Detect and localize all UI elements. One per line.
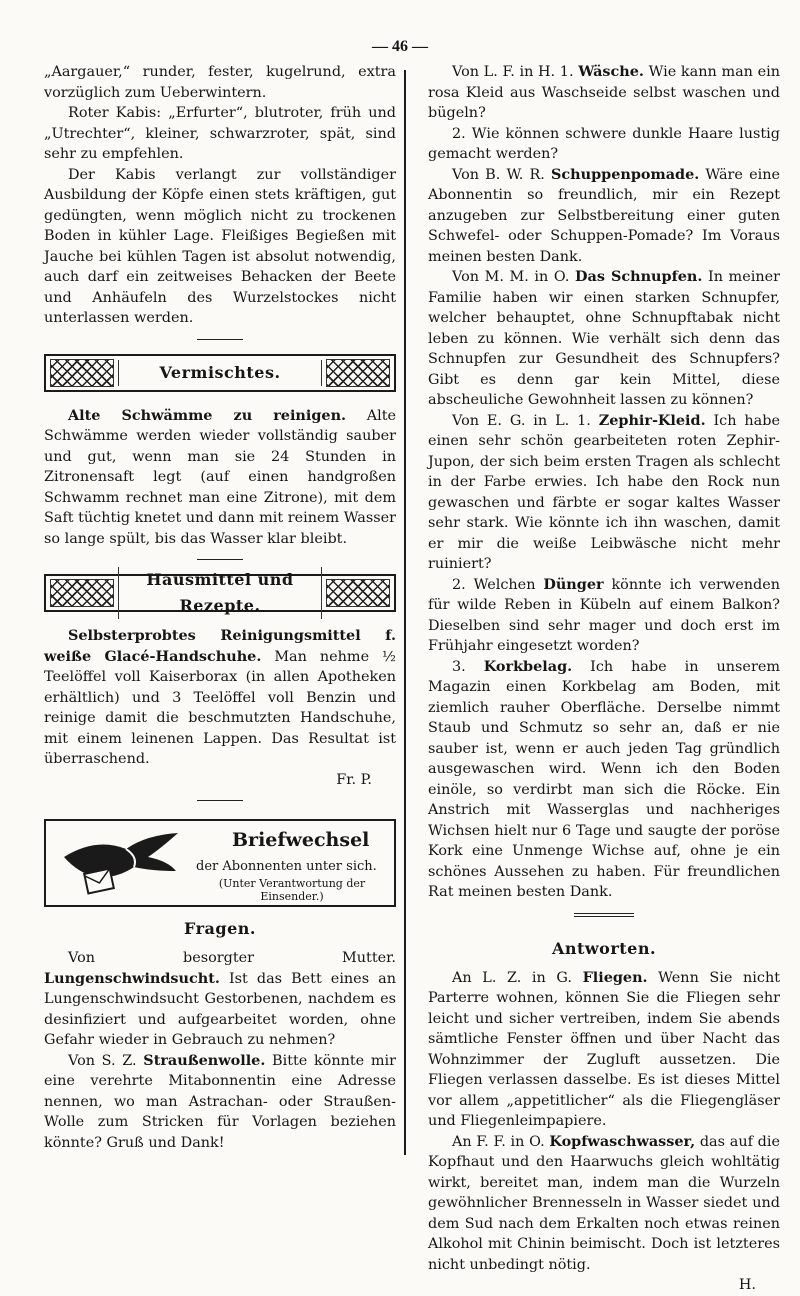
- question-lead: Von L. F. in H. 1.: [452, 64, 579, 80]
- answer-head: Fliegen.: [582, 968, 648, 986]
- answer-lead: An L. Z. in G.: [452, 969, 583, 986]
- question: 2. Wie können schwere dunkle Haare lustig gemacht werden?: [428, 125, 780, 162]
- question-head: Dünger: [543, 575, 604, 593]
- letter-title: Briefwechsel: [232, 829, 370, 851]
- question-lead: 3.: [452, 658, 484, 675]
- question-text: Ich habe einen sehr schön gearbeiteten roten Zephir-Jupon, der sich beim ersten Tragen als schlecht in der Farbe erwies. Ich habe den Rock nun gewaschen und färbte er sogar kaltes Wasser sehr stark. Wie könnte ich ihn waschen, damit er mir die weiße Leibwäsche nicht mehr ruiniert?: [428, 412, 780, 572]
- question: [428, 267, 780, 411]
- question: [428, 657, 780, 903]
- article-head: Selbsterprobtes Reinigungsmittel f. weiße Glacé-Handschuhe.: [44, 627, 396, 665]
- answer-lead: An F. F. in O.: [452, 1133, 550, 1150]
- article-text: Alte Schwämme werden wieder vollständig sauber und gut, wenn man sie 24 Stunden in Zitronensaft legt (auf einen handgroßen Schwamm rechnet man eine Zitrone), mit dem Saft tüchtig knetet und dann mit reinem Wasser so lange spült, bis das Wasser klar bleibt.: [44, 407, 396, 547]
- article: [44, 406, 396, 550]
- question-head: Wäsche.: [578, 63, 644, 80]
- question: [428, 575, 780, 657]
- double-rule: [574, 913, 634, 917]
- short-rule: [197, 559, 243, 560]
- question-lead: Von besorgter Mutter.: [68, 950, 396, 966]
- letter-subtitle: der Abonnenten unter sich.: [196, 859, 377, 874]
- question-text: Bitte könnte mir eine verehrte Mitabonnentin eine Adresse nennen, wo man Astrachan- oder Straußen-Wolle zum Stricken für Vorlagen beziehen könnte? Gruß und Dank!: [44, 1052, 396, 1151]
- answer-text: das auf die Kopfhaut und den Haarwuchs gleich wohltätig wirkt, bereitet man, indem man die Wurzeln gewöhnlicher Brennesseln in Wasser siedet und dem Sud nach dem Erkalten noch etwas reinen Alkohol mit Chinin beimischt. Doch ist letzteres nicht unbedingt nötig.: [428, 1133, 780, 1273]
- article-text: Man nehme ½ Teelöffel voll Kaiserborax (in allen Apotheken erhältlich) und 3 Teelöffel voll Benzin und reinige damit die beschmutzten Handschuhe, mit einem leinenen Lappen. Das Resultat ist überraschend.: [44, 648, 396, 767]
- question: [428, 62, 780, 124]
- article: [44, 626, 396, 770]
- question: [44, 1051, 396, 1154]
- question-text: In meiner Familie haben wir einen starken Schnupfer, welcher behauptet, ohne Schnupftabak nicht leben zu können. Wie verhält sich denn das Schnupfen zur Gesundheit des Schnupfers? Gibt es denn gar kein Mittel, diese abscheuliche Gewohnheit lassen zu können?: [428, 269, 780, 408]
- question-text: Ist das Bett eines an Lungenschwindsucht Gestorbenen, nachdem es desinfiziert und aufgearbeitet worden, ohne Gefahr wieder in Gebrauch zu nehmen?: [44, 970, 396, 1048]
- question-lead: 2. Welchen: [452, 576, 544, 593]
- paragraph: Roter Kabis: „Erfurter“, blutroter, früh und „Utrechter“, kleiner, schwarzroter, spät, sind sehr zu empfehlen.: [44, 105, 396, 162]
- ornament-icon: [326, 579, 390, 607]
- question-head: Das Schnupfen.: [575, 268, 703, 285]
- short-rule: [197, 339, 243, 340]
- question: [428, 165, 780, 268]
- question-text: Wie kann man ein rosa Kleid aus Waschseide selbst waschen und bügeln?: [428, 64, 780, 121]
- ornament-icon: [326, 359, 390, 387]
- section-banner-vermischtes: [44, 354, 396, 392]
- page-number: — 46 —: [372, 38, 428, 55]
- signature: Fr. P.: [336, 771, 372, 788]
- question-text: Wäre eine Abonnentin so freundlich, mir ein Rezept anzugeben zur Selbstbereitung einer guten Schwefel- oder Schuppen-Pomade? Im Voraus meinen besten Dank.: [428, 166, 780, 265]
- question-head: Zephir-Kleid.: [598, 411, 706, 429]
- question-head: Lungenschwindsucht.: [44, 969, 220, 987]
- fragen-heading: Fragen.: [184, 919, 256, 938]
- question-lead: Von E. G. in L. 1.: [452, 412, 599, 429]
- question: [44, 948, 396, 1051]
- question-head: Straußenwolle.: [143, 1051, 266, 1069]
- antworten-heading: Antworten.: [551, 938, 657, 958]
- paragraph: Der Kabis verlangt zur vollständiger Ausbildung der Köpfe einen stets kräftigen, gut gedüngten, wenn möglich nicht zu trockenen Boden in kühler Lage. Fleißiges Begießen mit Jauche bei kühlen Tagen ist absolut notwendig, auch darf ein zeitweises Behacken der Beete und Anhäufeln des Wurzelstockes nicht unterlassen werden.: [44, 166, 396, 326]
- briefwechsel-header: [44, 819, 396, 907]
- question-lead: Von B. W. R.: [452, 166, 551, 183]
- answer-text: Wenn Sie nicht Parterre wohnen, können Sie die Fliegen sehr leicht und sicher vertreiben, indem Sie abends sämtliche Fenster öffnen und über Nacht das Wohnzimmer der Zugluft aussetzen. Die Fliegen verlassen dasselbe. Es ist dieses Mittel vor allem „appetitlicher“ als die Fliegengläser und Fliegenleimpapiere.: [428, 969, 780, 1129]
- answer: [428, 968, 780, 1132]
- paragraph: „Aargauer,“ runder, fester, kugelrund, extra vorzüglich zum Ueberwintern.: [44, 64, 396, 101]
- question-head: Korkbelag.: [483, 657, 573, 675]
- answer-head: Kopfwaschwasser,: [549, 1132, 696, 1150]
- dove-letter-icon: [56, 827, 186, 899]
- section-banner-hausmittel: [44, 570, 396, 615]
- signature: H.: [738, 1277, 756, 1293]
- ornament-icon: [50, 359, 114, 387]
- left-column: [44, 62, 396, 1153]
- column-divider: [404, 70, 406, 1155]
- letter-note: (Unter Verantwortung der Einsender.): [218, 877, 366, 903]
- answer: [428, 1132, 780, 1276]
- article-head: Alte Schwämme zu reinigen.: [68, 406, 347, 424]
- question-text: könnte ich verwenden für wilde Reben in Kübeln auf einem Balkon? Dieselben sind sehr mager und doch erst im Frühjahr eingesetzt worden?: [428, 576, 781, 654]
- question-lead: Von M. M. in O.: [452, 269, 576, 285]
- question-text: Ich habe in unserem Magazin einen Korkbelag am Boden, mit ziemlich rauher Oberfläche. Derselbe nimmt Staub und Schmutz so sehr an, daß er nie sauber ist, wenn er auch jeden Tag gründlich ausgewaschen wird. Wenn ich den Boden einöle, so verdirbt man sich die Röcke. Ein Anstrich mit Wasserglas und nachheriges Wichsen hielt nur 6 Tage und saugte der poröse Kork eine Unmenge Wichse auf, ohne je ein schönes Aussehen zu haben. Für freundlichen Rat meinen besten Dank.: [428, 658, 780, 900]
- ornament-icon: [50, 579, 114, 607]
- question-lead: Von S. Z.: [68, 1052, 144, 1069]
- banner-title: Vermischtes.: [118, 360, 322, 386]
- short-rule: [197, 800, 243, 801]
- right-column: [428, 62, 780, 1296]
- question: [428, 411, 780, 575]
- banner-title: Hausmittel und Rezepte.: [118, 567, 322, 619]
- question-head: Schuppenpomade.: [551, 165, 700, 183]
